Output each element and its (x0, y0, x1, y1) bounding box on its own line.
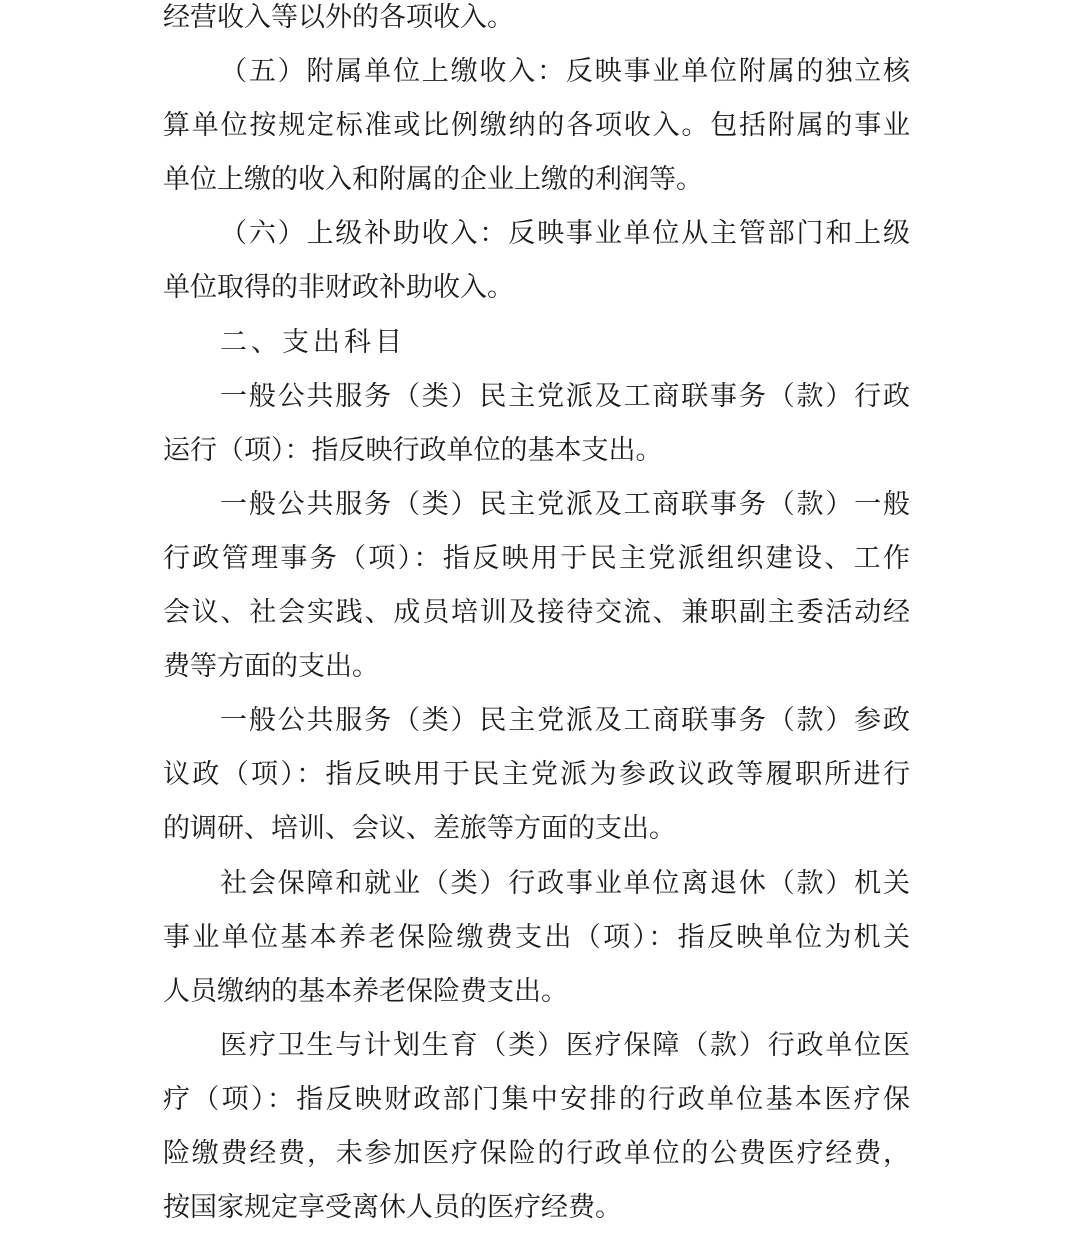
text-line: 一般公共服务（类）民主党派及工商联事务（款）一般 (220, 488, 910, 520)
text-line: 医疗卫生与计划生育（类）医疗保障（款）行政单位医 (220, 1029, 910, 1061)
text-line: （五）附属单位上缴收入：反映事业单位附属的独立核 (220, 56, 910, 88)
text-line: 单位取得的非财政补助收入。 (163, 272, 514, 304)
text-line: 事业单位基本养老保险缴费支出（项）：指反映单位为机关 (163, 921, 910, 953)
text-line: 费等方面的支出。 (163, 651, 379, 683)
section-heading-expenditure (163, 316, 910, 370)
paragraph-general-admin-affairs (163, 478, 910, 694)
text-line: 一般公共服务（类）民主党派及工商联事务（款）行政 (220, 380, 910, 412)
text-line: 行政管理事务（项）：指反映用于民主党派组织建设、工作 (163, 542, 910, 574)
text-line: 议政（项）：指反映用于民主党派为参政议政等履职所进行 (163, 759, 910, 791)
paragraph-medical-security (163, 1019, 910, 1235)
text-line: 会议、社会实践、成员培训及接待交流、兼职副主委活动经 (163, 597, 910, 629)
text-line: 险缴费经费，未参加医疗保险的行政单位的公费医疗经费， (163, 1137, 910, 1169)
text-line: 按国家规定享受离休人员的医疗经费。 (163, 1192, 622, 1224)
paragraph-superior-subsidy-income (163, 207, 910, 315)
section-heading: 二、支出科目 (220, 326, 406, 358)
paragraph-affiliated-unit-income (163, 45, 910, 207)
text-line: 单位上缴的收入和附属的企业上缴的利润等。 (163, 164, 703, 196)
text-line: 一般公共服务（类）民主党派及工商联事务（款）参政 (220, 705, 910, 737)
text-line: 疗（项）：指反映财政部门集中安排的行政单位基本医疗保 (163, 1083, 910, 1115)
text-line: 社会保障和就业（类）行政事业单位离退休（款）机关 (220, 867, 910, 899)
text-line: （六）上级补助收入：反映事业单位从主管部门和上级 (220, 218, 910, 250)
document-page (163, 0, 910, 1235)
text-line: 运行（项）：指反映行政单位的基本支出。 (163, 434, 663, 466)
paragraph-income-continuation (163, 0, 910, 45)
paragraph-political-participation (163, 694, 910, 856)
text-line: 的调研、培训、会议、差旅等方面的支出。 (163, 813, 676, 845)
text-line: 人员缴纳的基本养老保险费支出。 (163, 975, 568, 1007)
text-line: 算单位按规定标准或比例缴纳的各项收入。包括附属的事业 (163, 110, 910, 142)
paragraph-admin-operation (163, 370, 910, 478)
paragraph-pension-insurance (163, 857, 910, 1019)
text-line: 经营收入等以外的各项收入。 (163, 2, 514, 33)
